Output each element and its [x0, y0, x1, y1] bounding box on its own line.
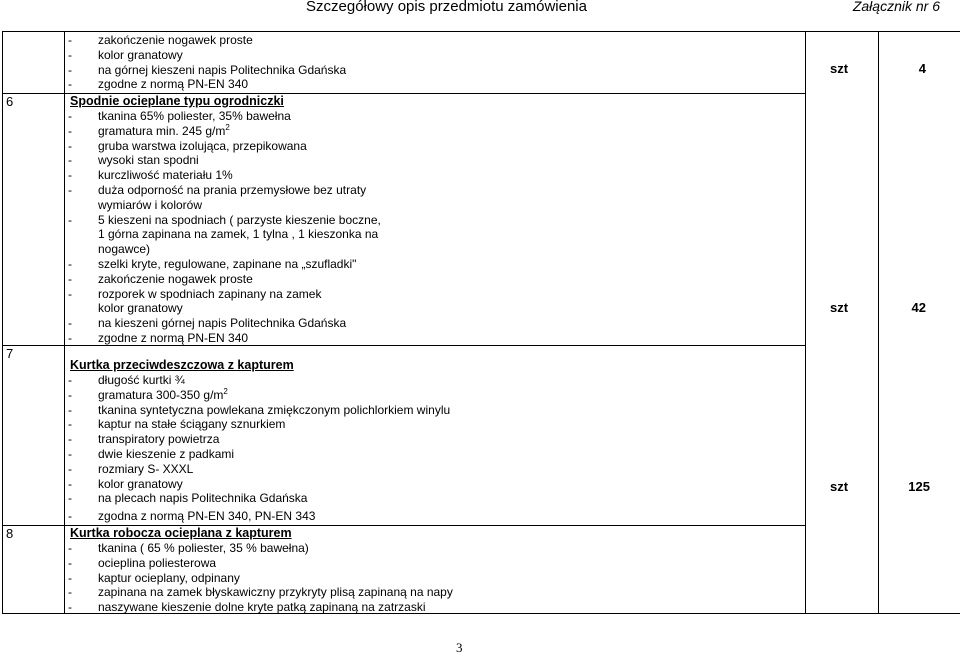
list-item: - tkanina syntetyczna powlekana zmiękczonym polichlorkiem winylu [68, 402, 451, 417]
list-item: - kaptur na stałe ściągany sznurkiem [68, 417, 286, 432]
unit-cell: szt [830, 479, 849, 494]
row-number: 8 [6, 526, 14, 541]
list-item-continuation: nogawce) [98, 242, 151, 257]
list-item: - tkanina 65% poliester, 35% bawełna [68, 109, 291, 123]
document-title: Szczegółowy opis przedmiotu zamówienia [306, 0, 587, 15]
row-number: 7 [6, 346, 14, 361]
row-description [68, 33, 803, 92]
list-item: - gramatura min. 245 $g/m^2$ [68, 122, 230, 138]
table-left-border [2, 31, 3, 614]
quantity-cell: 125 [908, 479, 930, 494]
list-item: - kurczliwość materiału 1% [68, 168, 233, 183]
list-item: - gruba warstwa izolująca, przepikowana [68, 138, 307, 153]
row-description [68, 94, 803, 346]
list-item: - transpiratory powietrza [68, 432, 220, 447]
list-item: - na kieszeni górnej napis Politechnika Gdańska [68, 316, 347, 331]
list-item: - na górnej kieszeni napis Politechnika Gdańska [68, 62, 347, 77]
row-description [68, 526, 803, 615]
column-divider-quantity [878, 31, 879, 614]
list-item: - zgodne z normą PN-EN 340 [68, 330, 249, 345]
attachment-label: Załącznik nr 6 [852, 0, 940, 14]
item-heading: Kurtka robocza ocieplana z kapturem [70, 526, 292, 540]
list-item: - długość kurtki ¾ [68, 373, 185, 387]
list-item: - kolor granatowy [68, 47, 183, 62]
list-item: - rozporek w spodniach zapinany na zamek [68, 286, 322, 301]
row-number: 6 [6, 94, 14, 109]
list-item: - duża odporność na prania przemysłowe bez utraty [68, 182, 367, 197]
list-item: - gramatura 300-350 $g/m^2$ [68, 386, 228, 402]
unit-cell: szt [830, 300, 849, 315]
list-item: - 5 kieszeni na spodniach ( parzyste kieszenie boczne, [68, 212, 381, 227]
list-item: - rozmiary S- XXXL [68, 461, 194, 476]
list-item: - kaptur ocieplany, odpinany [68, 570, 240, 585]
page-number: 3 [456, 640, 463, 655]
list-item: - zakończenie nogawek proste [68, 271, 253, 286]
list-item-continuation: 1 górna zapinana na zamek, 1 tylna , 1 kieszonka na [98, 227, 379, 242]
table-top-border [2, 31, 960, 32]
list-item: - ocieplina poliesterowa [68, 555, 217, 570]
row-description [68, 358, 803, 524]
quantity-cell: 42 [911, 300, 926, 315]
list-item: - zapinana na zamek błyskawiczny przykryty plisą zapinaną na napy [68, 585, 453, 600]
quantity-cell: 4 [918, 61, 926, 76]
column-divider-unit [805, 31, 806, 614]
unit-cell: szt [830, 61, 849, 76]
list-item: - zakończenie nogawek proste [68, 33, 253, 47]
list-item: - wysoki stan spodni [68, 153, 199, 168]
list-item: - na plecach napis Politechnika Gdańska [68, 491, 308, 506]
item-heading: Spodnie ocieplane typu ogrodniczki [70, 94, 284, 108]
list-item-continuation: kolor granatowy [98, 301, 183, 316]
column-divider-number [64, 31, 65, 614]
list-item: - szelki kryte, regulowane, zapinane na „szufladki" [68, 256, 357, 271]
list-item: - naszywane kieszenie dolne kryte patką zapinaną na zatrzaski [68, 600, 426, 615]
list-item: - zgodna z normą PN-EN 340, PN-EN 343 [68, 509, 316, 524]
list-item: - kolor granatowy [68, 476, 183, 491]
list-item: - zgodne z normą PN-EN 340 [68, 77, 249, 92]
list-item-continuation: wymiarów i kolorów [98, 197, 203, 212]
item-heading: Kurtka przeciwdeszczowa z kapturem [70, 358, 294, 372]
list-item: - dwie kieszenie z padkami [68, 446, 235, 461]
list-item: - tkanina ( 65 % poliester, 35 % bawełna) [68, 541, 309, 555]
